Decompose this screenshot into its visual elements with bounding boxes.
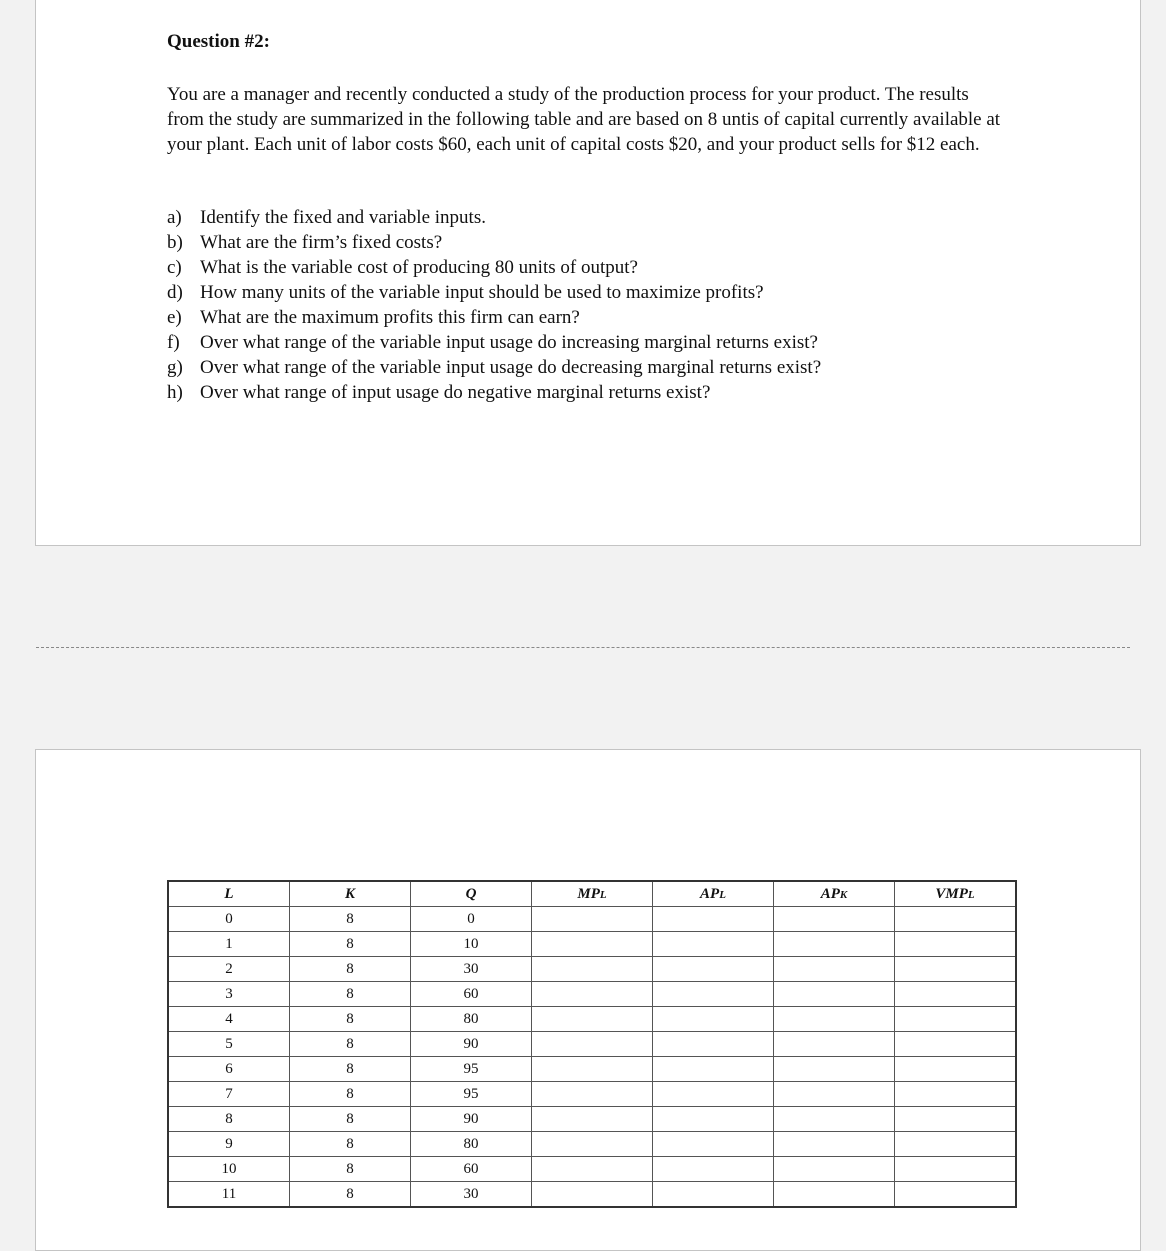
table-cell: 1 <box>168 932 290 957</box>
table-row <box>168 957 1016 982</box>
table-cell <box>653 982 774 1007</box>
table-row <box>168 1182 1016 1208</box>
table-cell: 8 <box>290 1057 411 1082</box>
table-cell <box>895 1107 1017 1132</box>
table-cell: 9 <box>168 1132 290 1157</box>
table-cell <box>895 1032 1017 1057</box>
table-cell <box>774 982 895 1007</box>
question-part-letter: g) <box>167 357 183 378</box>
table-cell <box>774 907 895 932</box>
column-header-label: AP <box>820 885 840 902</box>
table-cell <box>653 1082 774 1107</box>
table-cell: 10 <box>168 1157 290 1182</box>
table-cell: 90 <box>411 1032 532 1057</box>
table-row <box>168 1007 1016 1032</box>
question-part <box>167 355 821 380</box>
table-cell: 8 <box>290 1182 411 1208</box>
table-cell: 8 <box>290 1107 411 1132</box>
production-table <box>167 880 1017 1208</box>
column-header-label: Q <box>465 885 477 902</box>
question-part-letter: h) <box>167 382 183 403</box>
table-cell <box>532 907 653 932</box>
page-break-divider <box>36 647 1130 648</box>
table-row <box>168 1032 1016 1057</box>
table-cell: 8 <box>290 982 411 1007</box>
table-cell <box>774 1032 895 1057</box>
table-cell: 90 <box>411 1107 532 1132</box>
table-cell: 0 <box>411 907 532 932</box>
column-header-label: L <box>224 885 234 902</box>
table-cell: 2 <box>168 957 290 982</box>
column-header-subscript: L <box>967 888 975 901</box>
table-row <box>168 1057 1016 1082</box>
table-cell <box>774 1082 895 1107</box>
column-header-subscript: L <box>599 888 607 901</box>
table-cell: 7 <box>168 1082 290 1107</box>
table-cell <box>653 907 774 932</box>
table-cell <box>653 932 774 957</box>
question-part-text: Over what range of input usage do negative marginal returns exist? <box>200 382 711 403</box>
table-cell: 80 <box>411 1132 532 1157</box>
table-row <box>168 1107 1016 1132</box>
table-cell <box>653 957 774 982</box>
question-part <box>167 330 821 355</box>
table-cell <box>532 932 653 957</box>
column-header-label: VMP <box>935 885 968 902</box>
column-header <box>653 881 774 907</box>
table-cell <box>653 1157 774 1182</box>
table-cell: 4 <box>168 1007 290 1032</box>
question-part <box>167 205 821 230</box>
column-header-subscript: K <box>839 888 848 901</box>
column-header <box>290 881 411 907</box>
table-cell: 11 <box>168 1182 290 1208</box>
column-header-label: MP <box>577 885 600 902</box>
question-part-text: What are the firm’s fixed costs? <box>200 232 443 253</box>
table-cell <box>895 1082 1017 1107</box>
table-cell: 8 <box>290 1007 411 1032</box>
question-part-text: What is the variable cost of producing 80 units of output? <box>200 257 638 278</box>
question-intro: You are a manager and recently conducted a study of the production process for your product. The results from the study are summarized in the following table and are based on 8 untis of capital currently available at your plant. Each unit of labor costs $60, each unit of capital costs $20, and your product sells for $12 each. <box>167 84 1001 155</box>
column-header <box>168 881 290 907</box>
table-cell <box>653 1182 774 1208</box>
question-parts-list <box>167 205 821 405</box>
table-cell: 8 <box>290 1032 411 1057</box>
question-part-text: How many units of the variable input should be used to maximize profits? <box>200 282 764 303</box>
table-cell <box>774 1182 895 1208</box>
table-cell: 10 <box>411 932 532 957</box>
table-cell <box>532 957 653 982</box>
table-cell <box>532 1107 653 1132</box>
document-page-1 <box>35 0 1141 546</box>
question-part-letter: a) <box>167 207 182 228</box>
table-cell: 5 <box>168 1032 290 1057</box>
table-cell <box>653 1132 774 1157</box>
table-cell <box>653 1007 774 1032</box>
table-cell <box>774 1157 895 1182</box>
question-part-letter: b) <box>167 232 183 253</box>
table-cell <box>532 1132 653 1157</box>
question-part <box>167 255 821 280</box>
table-header-row <box>168 881 1016 907</box>
question-part <box>167 280 821 305</box>
table-cell: 60 <box>411 1157 532 1182</box>
table-body <box>168 907 1016 1208</box>
table-cell: 30 <box>411 957 532 982</box>
table-row <box>168 1082 1016 1107</box>
table-cell: 80 <box>411 1007 532 1032</box>
table-cell <box>532 1057 653 1082</box>
table-cell: 6 <box>168 1057 290 1082</box>
table-cell <box>774 1007 895 1032</box>
table-cell: 3 <box>168 982 290 1007</box>
column-header <box>774 881 895 907</box>
table-cell: 30 <box>411 1182 532 1208</box>
table-cell <box>895 1007 1017 1032</box>
table-cell <box>895 957 1017 982</box>
table-cell: 8 <box>168 1107 290 1132</box>
table-cell: 8 <box>290 1157 411 1182</box>
question-part-letter: e) <box>167 307 182 328</box>
table-cell <box>774 957 895 982</box>
table-cell: 8 <box>290 1132 411 1157</box>
table-cell: 0 <box>168 907 290 932</box>
column-header <box>532 881 653 907</box>
table-cell <box>653 1107 774 1132</box>
table-cell: 95 <box>411 1057 532 1082</box>
question-part <box>167 380 821 405</box>
table-cell: 8 <box>290 1082 411 1107</box>
table-cell: 60 <box>411 982 532 1007</box>
table-cell <box>653 1032 774 1057</box>
table-cell <box>895 1132 1017 1157</box>
question-title: Question #2: <box>167 31 270 52</box>
question-part-text: Over what range of the variable input usage do decreasing marginal returns exist? <box>200 357 822 378</box>
table-cell <box>532 1082 653 1107</box>
table-row <box>168 982 1016 1007</box>
question-part-text: Identify the fixed and variable inputs. <box>200 207 486 228</box>
column-header <box>411 881 532 907</box>
table-row <box>168 907 1016 932</box>
table-cell <box>653 1057 774 1082</box>
question-part-text: Over what range of the variable input usage do increasing marginal returns exist? <box>200 332 818 353</box>
table-cell <box>895 932 1017 957</box>
table-cell <box>895 1057 1017 1082</box>
table-cell <box>532 982 653 1007</box>
column-header <box>895 881 1017 907</box>
table-cell: 8 <box>290 907 411 932</box>
table-row <box>168 1132 1016 1157</box>
table-row <box>168 932 1016 957</box>
table-cell <box>532 1032 653 1057</box>
table-cell <box>895 907 1017 932</box>
question-part-letter: d) <box>167 282 183 303</box>
table-cell <box>774 1057 895 1082</box>
question-part <box>167 230 821 255</box>
table-cell <box>532 1007 653 1032</box>
document-page-2 <box>35 749 1141 1251</box>
table-cell <box>532 1157 653 1182</box>
column-header-label: AP <box>700 885 720 902</box>
table-cell: 8 <box>290 957 411 982</box>
question-part-text: What are the maximum profits this firm can earn? <box>200 307 580 328</box>
table-cell <box>895 1157 1017 1182</box>
question-part-letter: f) <box>167 332 180 353</box>
table-cell: 8 <box>290 932 411 957</box>
table-cell <box>895 1182 1017 1208</box>
question-part <box>167 305 821 330</box>
table-cell: 95 <box>411 1082 532 1107</box>
column-header-label: K <box>344 885 355 902</box>
question-part-letter: c) <box>167 257 182 278</box>
table-cell <box>774 1107 895 1132</box>
table-cell <box>774 932 895 957</box>
column-header-subscript: L <box>719 888 726 901</box>
table-cell <box>774 1132 895 1157</box>
table-cell <box>895 982 1017 1007</box>
table-cell <box>532 1182 653 1208</box>
table-row <box>168 1157 1016 1182</box>
